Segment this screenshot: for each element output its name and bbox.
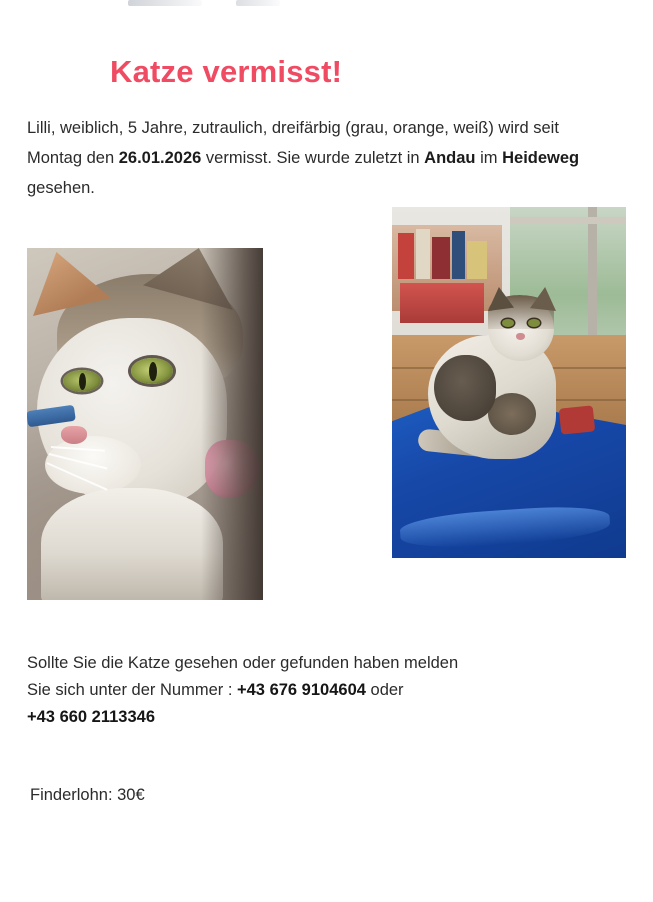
intro-line-3c: gesehen.	[27, 179, 95, 197]
photo-shadow-edge	[201, 248, 263, 600]
red-item-on-blanket	[559, 405, 596, 434]
cat-nose	[516, 333, 525, 340]
intro-line-3b: im	[475, 149, 503, 167]
cat-left-pupil	[79, 373, 86, 390]
cat-right-pupil	[149, 362, 157, 381]
shelf-item-1	[398, 233, 414, 279]
window-frame-horizontal	[510, 217, 626, 224]
shelf-item-5	[467, 241, 487, 279]
cat-dark-patch-1	[434, 355, 496, 421]
cat-left-eye	[502, 319, 514, 327]
shelf-item-2	[416, 229, 430, 279]
shelf-item-3	[432, 237, 450, 279]
reward-text: Finderlohn: 30€	[30, 786, 145, 804]
contact-line-1: Sollte Sie die Katze gesehen oder gefunden haben melden	[27, 654, 459, 672]
shelf-item-4	[452, 231, 465, 279]
last-seen-place: Andau	[424, 149, 476, 167]
intro-line-2a: weiß) wird seit Montag den	[27, 119, 559, 167]
cat-nose	[61, 426, 87, 444]
intro-line-3a: zuletzt in	[354, 149, 425, 167]
contact-paragraph	[27, 650, 597, 731]
contact-line-2b: oder	[365, 681, 404, 699]
page-title: Katze vermisst!	[110, 54, 343, 89]
cat-dark-patch-2	[488, 393, 536, 435]
red-box	[400, 283, 484, 323]
intro-paragraph	[27, 113, 587, 203]
cat-chest	[41, 488, 223, 600]
cat-right-eye	[528, 319, 540, 327]
missing-date: 26.01.2026	[118, 149, 202, 167]
cat-on-blanket-photo	[392, 207, 626, 558]
contact-line-2a: Sie sich unter der Nummer :	[27, 681, 237, 699]
phone-number-1: +43 676 9104604	[237, 681, 366, 699]
last-seen-street: Heideweg	[502, 149, 580, 167]
intro-line-1: Lilli, weiblich, 5 Jahre, zutraulich, dreifärbig (grau, orange,	[27, 119, 449, 137]
intro-line-2b: vermisst. Sie wurde	[201, 149, 350, 167]
phone-number-2: +43 660 2113346	[27, 708, 156, 726]
cat-closeup-photo	[27, 248, 263, 600]
